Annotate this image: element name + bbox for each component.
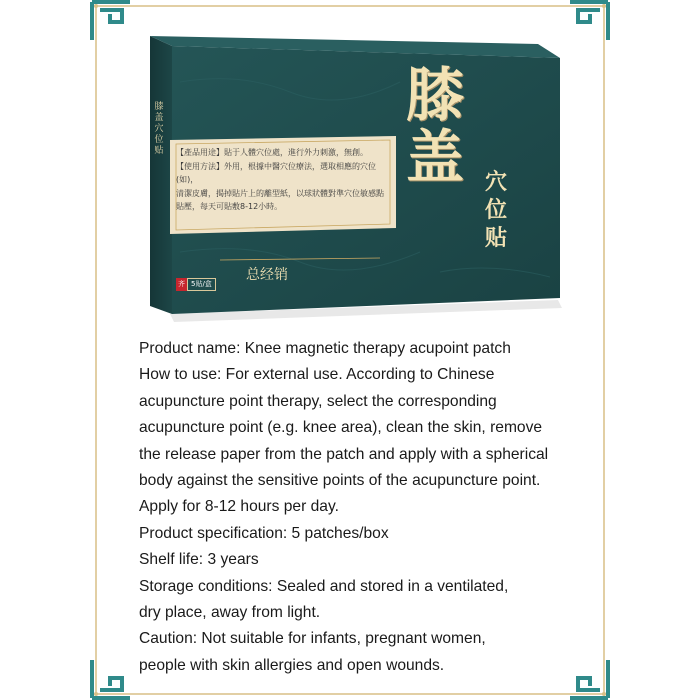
corner-ornament-bottom-left	[92, 660, 130, 698]
box-info-line: 【使用方法】外用，根據中醫穴位療法，選取相應的穴位(如)，	[176, 161, 376, 184]
description-line: Shelf life: 3 years	[139, 551, 259, 569]
description-line: acupuncture point therapy, select the corresponding	[139, 392, 497, 410]
badge-mark: 齐	[176, 278, 187, 291]
description-line: How to use: For external use. According to Chinese	[139, 366, 495, 384]
corner-ornament-top-right	[570, 2, 608, 40]
box-subtitle	[482, 168, 510, 252]
corner-ornament-top-left	[92, 2, 130, 40]
description-line: Product name: Knee magnetic therapy acupoint patch	[139, 340, 511, 357]
badge-text: 5贴/盒	[187, 278, 216, 291]
description-line: Caution: Not suitable for infants, pregnant women,	[139, 630, 486, 648]
product-box	[140, 22, 570, 322]
box-spine-text: 膝盖穴位贴	[154, 102, 164, 156]
description-line: body against the sensitive points of the acupuncture point.	[139, 472, 541, 490]
description-line: dry place, away from light.	[139, 604, 321, 622]
box-title-char-1: 膝	[406, 61, 465, 129]
description-line: acupuncture point (e.g. knee area), clean the skin, remove	[139, 419, 543, 437]
box-title-char-2: 盖	[406, 123, 465, 191]
product-description	[139, 336, 589, 679]
box-info-line: 【產品用途】貼于人體穴位處，進行外力刺激，無創。	[176, 148, 368, 157]
box-info-line: 貼壓，每天可貼敷8-12小時。	[176, 202, 283, 211]
description-line: Product specification: 5 patches/box	[139, 524, 389, 542]
box-subtitle-char: 贴	[484, 225, 507, 251]
description-line: the release paper from the patch and apply with a spherical	[139, 445, 549, 463]
box-quantity-badge	[176, 278, 216, 291]
box-distributor-label: 总经销	[246, 267, 288, 283]
box-info-panel	[170, 140, 394, 232]
description-line: people with skin allergies and open wounds.	[139, 656, 445, 674]
description-line: Storage conditions: Sealed and stored in a ventilated,	[139, 577, 509, 595]
description-line: Apply for 8-12 hours per day.	[139, 498, 339, 516]
box-subtitle-char: 位	[484, 197, 507, 223]
box-info-line: 清潔皮膚，揭掉貼片上的離型紙，以球狀體對準穴位敏感點	[176, 188, 384, 198]
box-subtitle-char: 穴	[484, 169, 507, 195]
